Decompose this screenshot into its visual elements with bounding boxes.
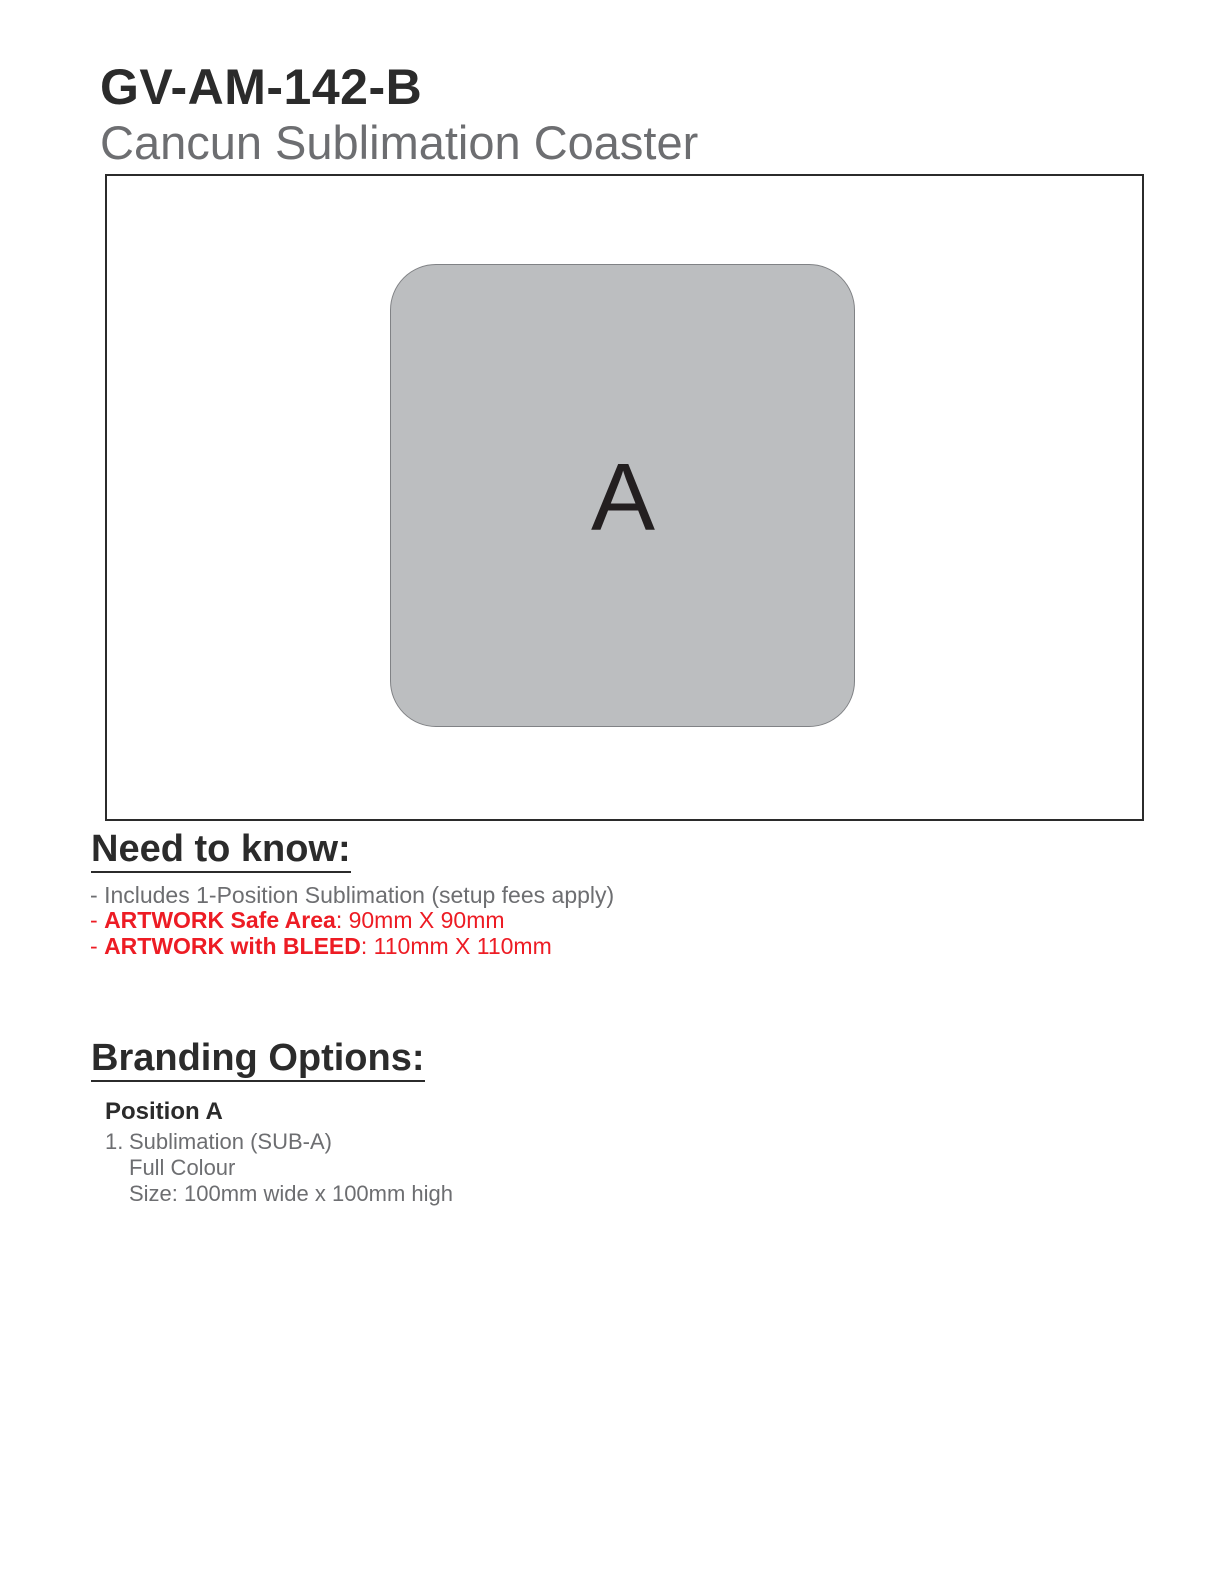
item-prefix: - (90, 882, 105, 908)
need-to-know-heading: Need to know: (91, 827, 351, 873)
need-to-know-item-2 (90, 907, 505, 933)
option-size: Size: 100mm wide x 100mm high (129, 1181, 454, 1206)
position-label: A (590, 444, 656, 551)
product-code: GV-AM-142-B (100, 59, 423, 115)
item-prefix: - (90, 907, 105, 933)
item-text: Includes 1-Position Sublimation (setup fees apply) (104, 882, 615, 908)
item-text: : 110mm X 110mm (360, 933, 552, 959)
option-method: Sublimation (SUB-A) (129, 1129, 332, 1154)
need-to-know-item-3 (90, 933, 552, 959)
item-bold: ARTWORK with BLEED (104, 933, 361, 959)
item-bold: ARTWORK Safe Area (104, 907, 336, 933)
option-number: 1. (105, 1129, 124, 1154)
product-name: Cancun Sublimation Coaster (100, 116, 699, 169)
need-to-know-item-1 (90, 882, 614, 908)
branding-options-heading: Branding Options: (91, 1036, 425, 1082)
item-prefix: - (90, 933, 105, 959)
position-title: Position A (105, 1098, 223, 1125)
option-colour: Full Colour (129, 1155, 236, 1180)
item-text: : 90mm X 90mm (335, 907, 505, 933)
